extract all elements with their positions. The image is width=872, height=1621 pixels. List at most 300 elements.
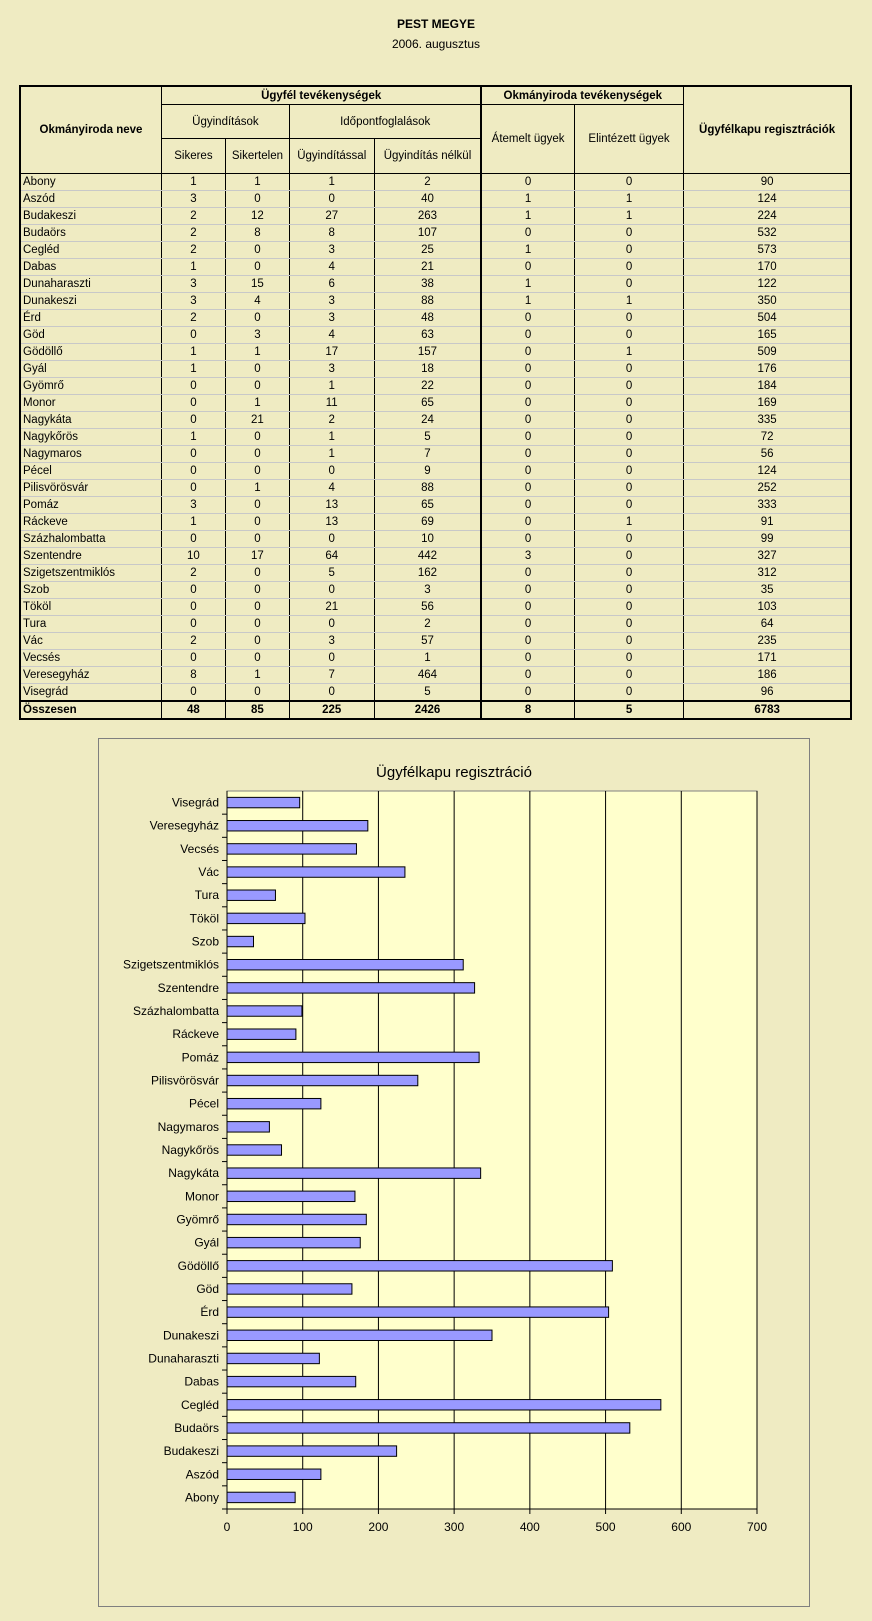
cell-with-initiation: 3	[289, 633, 374, 650]
cell-registrations: 327	[684, 548, 851, 565]
cell-registrations: 91	[684, 514, 851, 531]
y-tick-label: Pomáz	[181, 1050, 219, 1065]
cell-without-initiation: 40	[374, 191, 481, 208]
cell-unsuccessful: 0	[225, 531, 289, 548]
cell-successful: 1	[161, 429, 225, 446]
y-tick-label: Érd	[200, 1305, 219, 1320]
cell-handled: 0	[574, 361, 683, 378]
table-row	[20, 361, 851, 378]
cell-unsuccessful: 0	[225, 582, 289, 599]
cell-without-initiation: 442	[374, 548, 481, 565]
cell-with-initiation: 0	[289, 463, 374, 480]
cell-without-initiation: 25	[374, 242, 481, 259]
cell-registrations: 124	[684, 191, 851, 208]
cell-handled: 0	[574, 633, 683, 650]
cell-transferred: 0	[481, 412, 574, 429]
bar	[227, 1492, 295, 1502]
x-tick-label: 500	[595, 1520, 616, 1534]
table-row	[20, 310, 851, 327]
y-tick-label: Szigetszentmiklós	[122, 957, 219, 972]
cell-unsuccessful: 1	[225, 174, 289, 191]
cell-unsuccessful: 0	[225, 378, 289, 395]
cell-with-initiation: 4	[289, 259, 374, 276]
cell-handled: 0	[574, 242, 683, 259]
header-unsuccessful: Sikertelen	[225, 139, 289, 174]
cell-office: Dunakeszi	[20, 293, 161, 310]
cell-handled: 0	[574, 616, 683, 633]
cell-without-initiation: 3	[374, 582, 481, 599]
cell-unsuccessful: 0	[225, 429, 289, 446]
table-row	[20, 327, 851, 344]
cell-without-initiation: 464	[374, 667, 481, 684]
cell-transferred: 0	[481, 599, 574, 616]
cell-handled: 0	[574, 650, 683, 667]
page-subtitle: 2006. augusztus	[391, 37, 481, 51]
cell-office: Érd	[20, 310, 161, 327]
cell-office: Gödöllő	[20, 344, 161, 361]
cell-without-initiation: 5	[374, 684, 481, 702]
y-tick-label: Nagykőrös	[161, 1143, 219, 1157]
cell-registrations: 96	[684, 684, 851, 702]
x-tick-label: 700	[746, 1520, 768, 1534]
y-tick-label: Vecsés	[180, 841, 219, 856]
cell-registrations: 122	[684, 276, 851, 293]
cell-unsuccessful: 21	[225, 412, 289, 429]
bar	[227, 1353, 319, 1363]
cell-with-initiation: 0	[289, 616, 374, 633]
cell-registrations: 335	[684, 412, 851, 429]
table-row	[20, 497, 851, 514]
table-row	[20, 582, 851, 599]
cell-unsuccessful: 0	[225, 599, 289, 616]
chart-title: Ügyfélkapu regisztráció	[376, 764, 532, 781]
bar	[227, 1052, 479, 1062]
x-tick-label: 100	[292, 1520, 313, 1534]
cell-transferred: 0	[481, 616, 574, 633]
bar	[227, 959, 463, 969]
y-tick-label: Visegrád	[171, 795, 219, 810]
cell-successful: 3	[161, 191, 225, 208]
cell-successful: 0	[161, 412, 225, 429]
table-row	[20, 480, 851, 497]
cell-successful: 1	[161, 514, 225, 531]
cell-handled: 0	[574, 378, 683, 395]
cell-handled: 0	[574, 276, 683, 293]
cell-successful: 1	[161, 361, 225, 378]
cell-registrations: 170	[684, 259, 851, 276]
bar	[227, 844, 356, 854]
cell-with-initiation: 4	[289, 480, 374, 497]
bar	[227, 1191, 355, 1201]
cell-registrations: 252	[684, 480, 851, 497]
cell-office: Monor	[20, 395, 161, 412]
cell-transferred: 0	[481, 344, 574, 361]
cell-with-initiation: 3	[289, 361, 374, 378]
bar	[227, 1098, 321, 1108]
header-client-activities: Ügyfél tevékenységek	[161, 86, 481, 105]
cell-with-initiation: 0	[289, 191, 374, 208]
cell-transferred: 0	[481, 480, 574, 497]
cell-office: Vecsés	[20, 650, 161, 667]
y-tick-label: Százhalombatta	[132, 1004, 219, 1019]
cell-transferred: 0	[481, 378, 574, 395]
cell-transferred: 0	[481, 650, 574, 667]
cell-office: Százhalombatta	[20, 531, 161, 548]
cell-with-initiation: 7	[289, 667, 374, 684]
cell-without-initiation: 2426	[374, 701, 481, 719]
table-row	[20, 259, 851, 276]
cell-handled: 0	[574, 497, 683, 514]
cell-office: Gyál	[20, 361, 161, 378]
cell-unsuccessful: 1	[225, 480, 289, 497]
table-row	[20, 616, 851, 633]
cell-office: Dunaharaszti	[20, 276, 161, 293]
cell-transferred: 0	[481, 514, 574, 531]
cell-successful: 0	[161, 378, 225, 395]
cell-unsuccessful: 0	[225, 463, 289, 480]
cell-handled: 1	[574, 191, 683, 208]
cell-office: Budakeszi	[20, 208, 161, 225]
cell-office: Nagymaros	[20, 446, 161, 463]
bar	[227, 1469, 321, 1479]
cell-without-initiation: 162	[374, 565, 481, 582]
cell-without-initiation: 1	[374, 650, 481, 667]
cell-without-initiation: 65	[374, 395, 481, 412]
cell-handled: 0	[574, 463, 683, 480]
cell-transferred: 0	[481, 531, 574, 548]
y-tick-label: Gödöllő	[177, 1258, 219, 1273]
cell-office: Gyömrő	[20, 378, 161, 395]
bar	[227, 1400, 661, 1410]
cell-without-initiation: 18	[374, 361, 481, 378]
y-tick-label: Szob	[191, 934, 219, 949]
cell-handled: 0	[574, 582, 683, 599]
cell-without-initiation: 65	[374, 497, 481, 514]
cell-successful: 0	[161, 650, 225, 667]
cell-office: Nagykőrös	[20, 429, 161, 446]
cell-unsuccessful: 0	[225, 242, 289, 259]
header-successful: Sikeres	[161, 139, 225, 174]
table-row	[20, 531, 851, 548]
header-transferred: Átemelt ügyek	[481, 105, 574, 174]
cell-successful: 10	[161, 548, 225, 565]
cell-with-initiation: 5	[289, 565, 374, 582]
cell-unsuccessful: 0	[225, 497, 289, 514]
cell-with-initiation: 3	[289, 310, 374, 327]
cell-successful: 3	[161, 293, 225, 310]
cell-without-initiation: 5	[374, 429, 481, 446]
cell-registrations: 35	[684, 582, 851, 599]
bar	[227, 890, 275, 900]
cell-with-initiation: 27	[289, 208, 374, 225]
cell-without-initiation: 38	[374, 276, 481, 293]
cell-successful: 2	[161, 633, 225, 650]
table-row	[20, 429, 851, 446]
y-tick-label: Göd	[196, 1281, 219, 1296]
cell-transferred: 0	[481, 361, 574, 378]
bar	[227, 1284, 352, 1294]
bar	[227, 913, 305, 923]
y-tick-label: Aszód	[185, 1467, 219, 1482]
cell-office: Pomáz	[20, 497, 161, 514]
x-tick-label: 300	[444, 1520, 465, 1534]
cell-unsuccessful: 1	[225, 667, 289, 684]
cell-successful: 1	[161, 344, 225, 361]
bar	[227, 821, 368, 831]
table-row	[20, 599, 851, 616]
cell-registrations: 165	[684, 327, 851, 344]
cell-without-initiation: 88	[374, 293, 481, 310]
table-row	[20, 412, 851, 429]
cell-without-initiation: 157	[374, 344, 481, 361]
cell-transferred: 0	[481, 565, 574, 582]
y-tick-label: Szentendre	[157, 980, 219, 995]
table-row	[20, 242, 851, 259]
cell-handled: 0	[574, 548, 683, 565]
cell-registrations: 186	[684, 667, 851, 684]
table-row	[20, 208, 851, 225]
cell-handled: 0	[574, 565, 683, 582]
y-tick-label: Budakeszi	[163, 1444, 219, 1459]
cell-handled: 0	[574, 446, 683, 463]
cell-transferred: 0	[481, 463, 574, 480]
cell-registrations: 72	[684, 429, 851, 446]
cell-with-initiation: 0	[289, 650, 374, 667]
cell-successful: 2	[161, 225, 225, 242]
cell-unsuccessful: 3	[225, 327, 289, 344]
cell-handled: 0	[574, 310, 683, 327]
cell-without-initiation: 10	[374, 531, 481, 548]
cell-office: Tököl	[20, 599, 161, 616]
cell-without-initiation: 263	[374, 208, 481, 225]
cell-registrations: 56	[684, 446, 851, 463]
cell-handled: 1	[574, 514, 683, 531]
cell-with-initiation: 11	[289, 395, 374, 412]
cell-registrations: 350	[684, 293, 851, 310]
cell-office: Veresegyház	[20, 667, 161, 684]
x-tick-label: 600	[671, 1520, 692, 1534]
cell-handled: 0	[574, 327, 683, 344]
y-tick-label: Tököl	[189, 911, 219, 926]
statistics-table	[19, 85, 852, 720]
header-office-name: Okmányiroda neve	[20, 86, 161, 174]
bar	[227, 1075, 418, 1085]
cell-handled: 1	[574, 208, 683, 225]
cell-office: Aszód	[20, 191, 161, 208]
cell-with-initiation: 13	[289, 497, 374, 514]
cell-unsuccessful: 0	[225, 361, 289, 378]
cell-successful: 3	[161, 276, 225, 293]
cell-with-initiation: 64	[289, 548, 374, 565]
cell-without-initiation: 69	[374, 514, 481, 531]
cell-successful: 1	[161, 259, 225, 276]
cell-unsuccessful: 0	[225, 191, 289, 208]
cell-registrations: 169	[684, 395, 851, 412]
cell-transferred: 0	[481, 582, 574, 599]
y-tick-label: Pilisvörösvár	[150, 1073, 219, 1088]
cell-transferred: 0	[481, 310, 574, 327]
cell-handled: 0	[574, 259, 683, 276]
cell-unsuccessful: 0	[225, 259, 289, 276]
cell-with-initiation: 21	[289, 599, 374, 616]
cell-registrations: 312	[684, 565, 851, 582]
cell-without-initiation: 107	[374, 225, 481, 242]
cell-handled: 0	[574, 395, 683, 412]
bar	[227, 1029, 296, 1039]
cell-successful: 0	[161, 446, 225, 463]
cell-handled: 1	[574, 344, 683, 361]
table-row	[20, 174, 851, 191]
cell-office: Visegrád	[20, 684, 161, 702]
x-tick-label: 0	[223, 1520, 231, 1534]
table-row	[20, 633, 851, 650]
cell-successful: 0	[161, 480, 225, 497]
bar-chart	[99, 739, 809, 1606]
cell-unsuccessful: 0	[225, 650, 289, 667]
cell-unsuccessful: 0	[225, 310, 289, 327]
table-row	[20, 650, 851, 667]
table-row	[20, 395, 851, 412]
cell-handled: 0	[574, 174, 683, 191]
y-tick-label: Gyömrő	[176, 1212, 219, 1227]
cell-registrations: 124	[684, 463, 851, 480]
header-with-initiation: Ügyindítással	[289, 139, 374, 174]
bar	[227, 1145, 282, 1155]
header-initiations: Ügyindítások	[161, 105, 289, 139]
header-handled: Elintézett ügyek	[574, 105, 683, 174]
cell-with-initiation: 1	[289, 174, 374, 191]
cell-handled: 0	[574, 684, 683, 702]
cell-with-initiation: 4	[289, 327, 374, 344]
table-row	[20, 514, 851, 531]
table-row	[20, 463, 851, 480]
cell-successful: 2	[161, 310, 225, 327]
cell-without-initiation: 48	[374, 310, 481, 327]
cell-successful: 0	[161, 684, 225, 702]
cell-registrations: 99	[684, 531, 851, 548]
table-row	[20, 565, 851, 582]
cell-handled: 0	[574, 667, 683, 684]
cell-transferred: 0	[481, 259, 574, 276]
cell-successful: 0	[161, 531, 225, 548]
cell-office: Ráckeve	[20, 514, 161, 531]
table-row	[20, 667, 851, 684]
cell-successful: 0	[161, 327, 225, 344]
cell-without-initiation: 9	[374, 463, 481, 480]
cell-registrations: 171	[684, 650, 851, 667]
cell-unsuccessful: 4	[225, 293, 289, 310]
header-appointments: Időpontfoglalások	[289, 105, 481, 139]
cell-successful: 2	[161, 565, 225, 582]
cell-unsuccessful: 12	[225, 208, 289, 225]
cell-transferred: 8	[481, 701, 574, 719]
cell-registrations: 103	[684, 599, 851, 616]
y-tick-label: Ráckeve	[172, 1027, 219, 1042]
cell-with-initiation: 13	[289, 514, 374, 531]
cell-transferred: 1	[481, 208, 574, 225]
bar	[227, 1214, 366, 1224]
cell-transferred: 0	[481, 446, 574, 463]
cell-without-initiation: 22	[374, 378, 481, 395]
cell-with-initiation: 1	[289, 378, 374, 395]
cell-unsuccessful: 0	[225, 684, 289, 702]
cell-unsuccessful: 0	[225, 565, 289, 582]
table-row	[20, 446, 851, 463]
cell-registrations: 90	[684, 174, 851, 191]
cell-handled: 0	[574, 480, 683, 497]
cell-with-initiation: 0	[289, 531, 374, 548]
cell-successful: 8	[161, 667, 225, 684]
y-tick-label: Pécel	[188, 1096, 219, 1111]
cell-unsuccessful: 1	[225, 395, 289, 412]
cell-registrations: 6783	[684, 701, 851, 719]
cell-transferred: 0	[481, 327, 574, 344]
cell-transferred: 0	[481, 174, 574, 191]
cell-with-initiation: 1	[289, 446, 374, 463]
cell-unsuccessful: 0	[225, 633, 289, 650]
cell-unsuccessful: 8	[225, 225, 289, 242]
table-row	[20, 548, 851, 565]
cell-handled: 5	[574, 701, 683, 719]
cell-transferred: 0	[481, 497, 574, 514]
cell-office: Dabas	[20, 259, 161, 276]
cell-unsuccessful: 0	[225, 616, 289, 633]
cell-office: Tura	[20, 616, 161, 633]
bar	[227, 797, 300, 807]
x-tick-label: 200	[368, 1520, 389, 1534]
bar	[227, 1237, 360, 1247]
cell-with-initiation: 8	[289, 225, 374, 242]
y-tick-label: Veresegyház	[149, 818, 219, 833]
cell-with-initiation: 3	[289, 293, 374, 310]
cell-handled: 0	[574, 412, 683, 429]
cell-without-initiation: 57	[374, 633, 481, 650]
cell-transferred: 0	[481, 684, 574, 702]
cell-office: Abony	[20, 174, 161, 191]
cell-with-initiation: 0	[289, 684, 374, 702]
cell-successful: 3	[161, 497, 225, 514]
cell-registrations: 235	[684, 633, 851, 650]
cell-office: Szentendre	[20, 548, 161, 565]
cell-with-initiation: 2	[289, 412, 374, 429]
bar	[227, 1122, 269, 1132]
cell-transferred: 3	[481, 548, 574, 565]
cell-registrations: 504	[684, 310, 851, 327]
cell-transferred: 0	[481, 395, 574, 412]
cell-successful: 48	[161, 701, 225, 719]
y-tick-label: Monor	[184, 1189, 219, 1204]
cell-unsuccessful: 0	[225, 446, 289, 463]
cell-without-initiation: 56	[374, 599, 481, 616]
cell-office: Pécel	[20, 463, 161, 480]
cell-unsuccessful: 1	[225, 344, 289, 361]
cell-with-initiation: 17	[289, 344, 374, 361]
cell-unsuccessful: 0	[225, 514, 289, 531]
cell-handled: 1	[574, 293, 683, 310]
cell-with-initiation: 1	[289, 429, 374, 446]
cell-registrations: 573	[684, 242, 851, 259]
cell-successful: 0	[161, 582, 225, 599]
cell-without-initiation: 24	[374, 412, 481, 429]
cell-handled: 0	[574, 429, 683, 446]
cell-registrations: 176	[684, 361, 851, 378]
header-registrations: Ügyfélkapu regisztrációk	[684, 86, 851, 174]
bar	[227, 1261, 612, 1271]
cell-with-initiation: 6	[289, 276, 374, 293]
bar	[227, 1423, 630, 1433]
cell-office: Vác	[20, 633, 161, 650]
y-tick-label: Cegléd	[180, 1397, 219, 1412]
